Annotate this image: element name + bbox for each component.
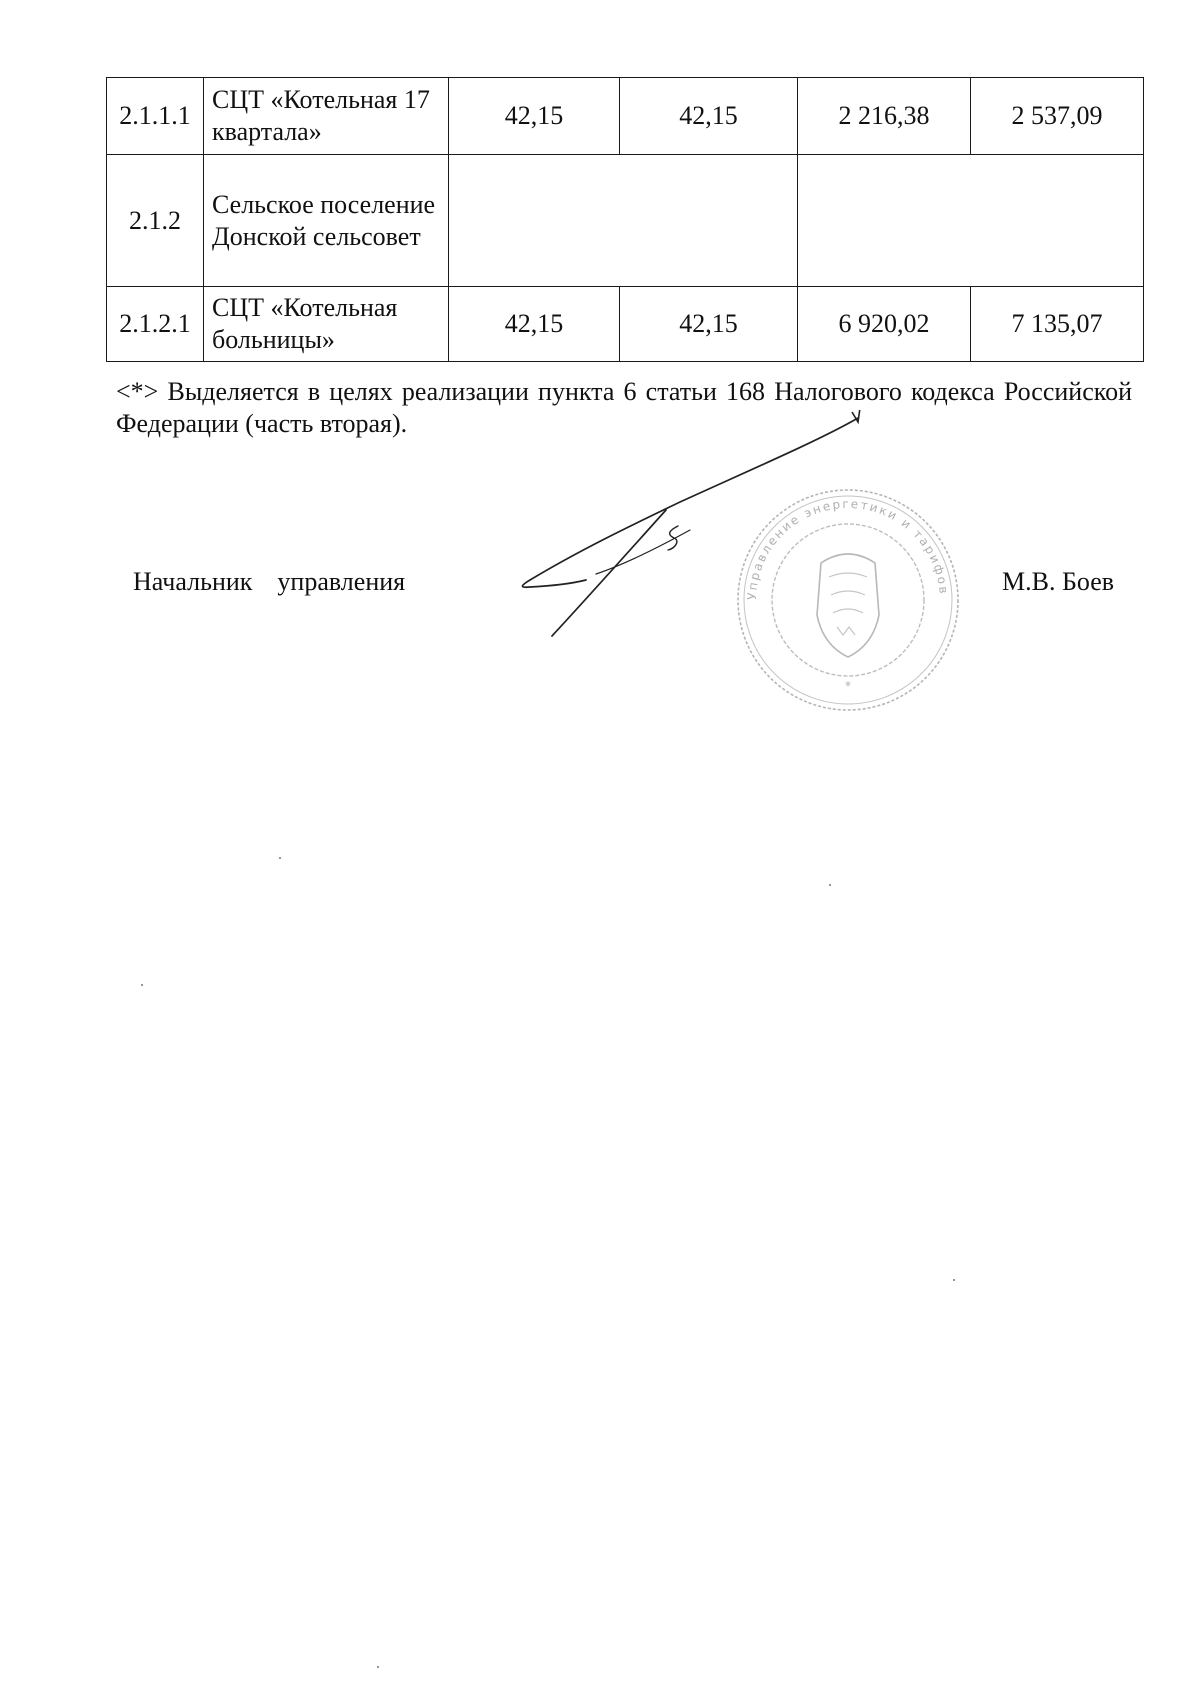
row-number: 2.1.1.1	[107, 78, 204, 155]
table-row	[107, 287, 1144, 362]
stamp-ring-text: Управление энергетики и тарифов	[744, 496, 951, 601]
row-value-3: 6 920,02	[798, 287, 971, 362]
row-number: 2.1.2.1	[107, 287, 204, 362]
row-value-1: 42,15	[449, 287, 620, 362]
row-value-2: 42,15	[620, 287, 798, 362]
row-name: СЦТ «Котельная больницы»	[204, 287, 449, 362]
row-empty-cell	[798, 155, 1144, 287]
footnote: <*> Выделяется в целях реализации пункта 6 статьи 168 Налогового кодекса Российской Федерации (часть вторая).	[116, 377, 1132, 438]
row-value-3: 2 216,38	[798, 78, 971, 155]
scan-speck	[377, 1666, 379, 1668]
row-value-4: 2 537,09	[971, 78, 1144, 155]
tariff-table	[106, 77, 1144, 362]
svg-text:*: *	[845, 679, 851, 693]
scan-speck	[279, 857, 281, 859]
row-value-1: 42,15	[449, 78, 620, 155]
scan-speck	[829, 884, 831, 886]
table-row	[107, 78, 1144, 155]
row-number: 2.1.2	[107, 155, 204, 287]
row-name: СЦТ «Котельная 17 квартала»	[204, 78, 449, 155]
table-row	[107, 155, 1144, 287]
scan-speck	[953, 1279, 955, 1281]
row-name: Сельское поселение Донской сельсовет	[204, 155, 449, 287]
handwritten-signature	[520, 410, 890, 660]
signatory-position: Начальник управления	[133, 567, 406, 596]
scan-speck	[141, 984, 143, 986]
row-value-4: 7 135,07	[971, 287, 1144, 362]
row-value-2: 42,15	[620, 78, 798, 155]
row-empty-cell	[449, 155, 798, 287]
signatory-name: М.В. Боев	[1002, 567, 1115, 596]
